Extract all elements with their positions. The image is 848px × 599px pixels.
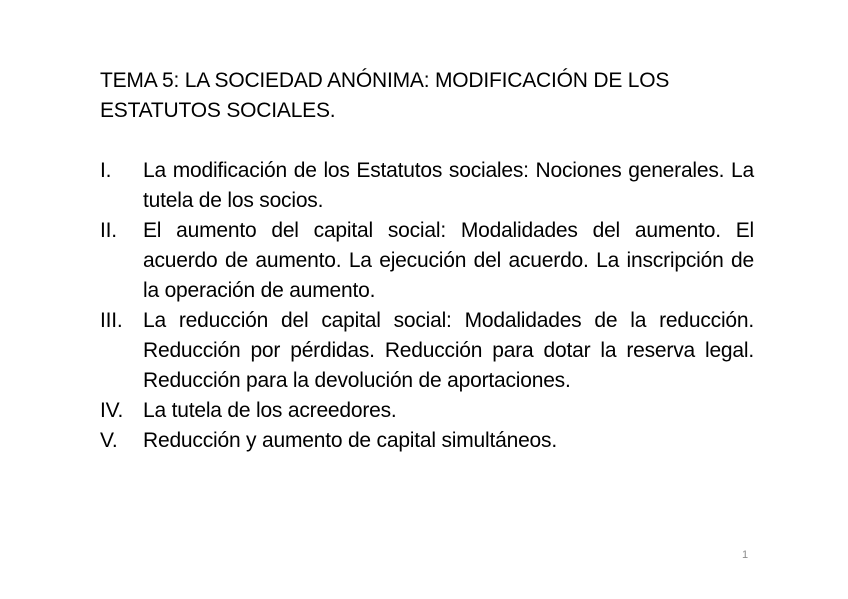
title-line-1: TEMA 5: LA SOCIEDAD ANÓNIMA: MODIFICACIÓN DE LOS [100, 69, 670, 92]
topic-numeral: III. [100, 309, 123, 332]
title-line-2: ESTATUTOS SOCIALES. [100, 99, 336, 122]
topic-item-5 [100, 426, 754, 456]
topic-numeral: II. [100, 219, 117, 242]
topic-item-3 [100, 306, 754, 396]
topic-numeral: IV. [100, 399, 124, 422]
topic-text: Reducción y aumento de capital simultáneos. [143, 429, 557, 452]
slide-title [100, 66, 760, 126]
topic-text: La reducción del capital social: Modalidades de la reducción. Reducción por pérdidas. Reducción para dotar la reserva legal. Reducción para la devolución de aportaciones. [143, 309, 754, 392]
topic-numeral: V. [100, 429, 118, 452]
topic-list [100, 156, 754, 456]
topic-numeral: I. [100, 159, 112, 182]
topic-text: El aumento del capital social: Modalidades del aumento. El acuerdo de aumento. La ejecución del acuerdo. La inscripción de la operación de aumento. [143, 219, 754, 302]
topic-text: La modificación de los Estatutos sociales: Nociones generales. La tutela de los socios. [143, 159, 754, 212]
topic-item-4 [100, 396, 754, 426]
topic-item-1 [100, 156, 754, 216]
topic-text: La tutela de los acreedores. [143, 399, 397, 422]
page-number: 1 [742, 549, 749, 561]
topic-item-2 [100, 216, 754, 306]
